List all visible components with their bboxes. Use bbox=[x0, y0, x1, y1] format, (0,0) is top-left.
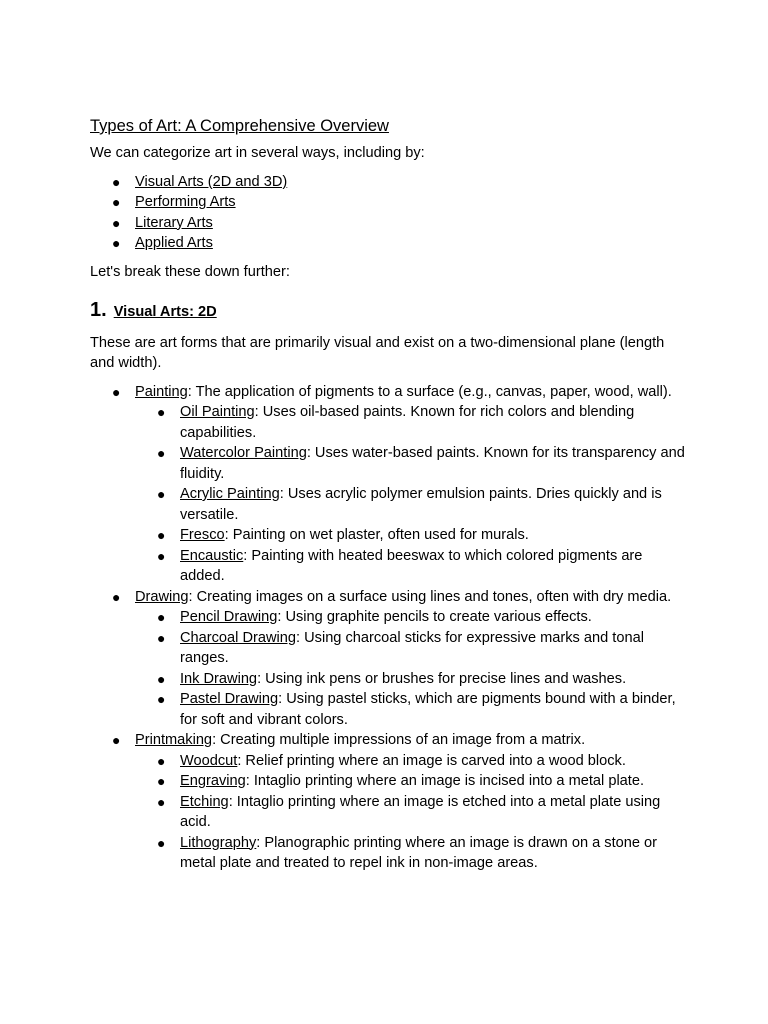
sub-list bbox=[135, 751, 690, 874]
term-link[interactable]: Engraving bbox=[180, 773, 246, 789]
section-number: 1. bbox=[90, 299, 107, 321]
bullet-icon: ● bbox=[112, 588, 121, 605]
term-description: : Painting with heated beeswax to which colored pigments are added. bbox=[180, 547, 643, 584]
bullet-icon: ● bbox=[157, 609, 166, 625]
list-item bbox=[90, 730, 690, 874]
list-item bbox=[90, 587, 690, 731]
list-item bbox=[90, 484, 690, 525]
bullet-icon: ● bbox=[112, 383, 121, 400]
list-item bbox=[90, 402, 690, 443]
list-item bbox=[90, 192, 690, 213]
list-item bbox=[90, 213, 690, 234]
section-title[interactable]: Visual Arts: 2D bbox=[113, 304, 217, 320]
bullet-icon: ● bbox=[157, 752, 166, 769]
list-item bbox=[90, 233, 690, 254]
list-item bbox=[90, 607, 690, 628]
bullet-icon: ● bbox=[157, 670, 166, 687]
list-item bbox=[90, 443, 690, 484]
term-link[interactable]: Ink Drawing bbox=[180, 670, 258, 687]
list-item bbox=[90, 525, 690, 546]
term-description: : Creating multiple impressions of an image from a matrix. bbox=[212, 732, 586, 748]
term-link[interactable]: Encaustic bbox=[180, 547, 244, 564]
sub-list bbox=[135, 607, 690, 730]
bullet-icon: ● bbox=[112, 173, 121, 190]
category-link[interactable]: Visual Arts (2D and 3D) bbox=[135, 173, 288, 190]
term-link[interactable]: Charcoal Drawing bbox=[180, 629, 296, 646]
term-description: : Using pastel sticks, which are pigments bound with a binder, for soft and vibrant colors. bbox=[180, 691, 676, 728]
document-page bbox=[90, 115, 690, 874]
term-link[interactable]: Woodcut bbox=[180, 752, 238, 769]
term-link[interactable]: Painting bbox=[135, 383, 188, 400]
bullet-icon: ● bbox=[157, 527, 166, 543]
term-link[interactable]: Drawing bbox=[135, 588, 189, 605]
list-item bbox=[90, 546, 690, 587]
term-description: : Uses oil-based paints. Known for rich colors and blending capabilities. bbox=[180, 404, 635, 441]
term-link[interactable]: Lithography bbox=[180, 834, 257, 851]
bullet-icon: ● bbox=[157, 773, 166, 789]
term-description: : Relief printing where an image is carved into a wood block. bbox=[237, 752, 626, 769]
term-description: : The application of pigments to a surface (e.g., canvas, paper, wood, wall). bbox=[187, 383, 672, 400]
term-link[interactable]: Pastel Drawing bbox=[180, 691, 279, 707]
section-heading bbox=[90, 300, 690, 323]
breakdown-text: Let's break these down further: bbox=[90, 263, 290, 280]
category-link[interactable]: Applied Arts bbox=[135, 235, 213, 251]
section-description: These are art forms that are primarily visual and exist on a two-dimensional plane (length and width). bbox=[90, 334, 665, 371]
term-link[interactable]: Pencil Drawing bbox=[180, 609, 278, 625]
bullet-icon: ● bbox=[112, 235, 121, 251]
list-item bbox=[90, 628, 690, 669]
category-link[interactable]: Performing Arts bbox=[135, 194, 236, 210]
category-list bbox=[90, 172, 690, 254]
term-description: : Using ink pens or brushes for precise lines and washes. bbox=[257, 670, 627, 687]
bullet-icon: ● bbox=[112, 732, 121, 748]
bullet-icon: ● bbox=[157, 793, 166, 810]
bullet-icon: ● bbox=[157, 629, 166, 646]
term-description: : Uses acrylic polymer emulsion paints. Dries quickly and is versatile. bbox=[180, 486, 662, 523]
bullet-icon: ● bbox=[157, 547, 166, 564]
term-description: : Uses water-based paints. Known for its transparency and fluidity. bbox=[180, 445, 685, 482]
intro-text: We can categorize art in several ways, including by: bbox=[90, 145, 425, 161]
bullet-icon: ● bbox=[157, 691, 166, 707]
list-item bbox=[90, 669, 690, 690]
term-link[interactable]: Oil Painting bbox=[180, 404, 255, 420]
term-link[interactable]: Fresco bbox=[180, 527, 225, 543]
bullet-icon: ● bbox=[157, 445, 166, 461]
term-link[interactable]: Acrylic Painting bbox=[180, 486, 280, 502]
term-description: : Painting on wet plaster, often used for murals. bbox=[224, 527, 529, 543]
art-form-list bbox=[90, 382, 690, 874]
list-item bbox=[90, 833, 690, 874]
term-description: : Intaglio printing where an image is etched into a metal plate using acid. bbox=[180, 793, 661, 830]
category-link[interactable]: Literary Arts bbox=[135, 214, 213, 231]
bullet-icon: ● bbox=[157, 834, 166, 851]
list-item bbox=[90, 771, 690, 792]
list-item bbox=[90, 172, 690, 193]
list-item bbox=[90, 689, 690, 730]
document-title: Types of Art: A Comprehensive Overview bbox=[90, 117, 389, 135]
sub-list bbox=[135, 402, 690, 587]
term-link[interactable]: Etching bbox=[180, 793, 229, 810]
term-link[interactable]: Watercolor Painting bbox=[180, 445, 307, 461]
list-item bbox=[90, 751, 690, 772]
list-item bbox=[90, 382, 690, 587]
term-description: : Intaglio printing where an image is incised into a metal plate. bbox=[245, 773, 645, 789]
term-link[interactable]: Printmaking bbox=[135, 732, 213, 748]
term-description: : Creating images on a surface using lines and tones, often with dry media. bbox=[188, 588, 672, 605]
term-description: : Planographic printing where an image is drawn on a stone or metal plate and treated to repel ink in non-image areas. bbox=[180, 834, 658, 871]
bullet-icon: ● bbox=[112, 194, 121, 210]
list-item bbox=[90, 792, 690, 833]
bullet-icon: ● bbox=[112, 214, 121, 231]
term-description: : Using graphite pencils to create various effects. bbox=[277, 609, 592, 625]
bullet-icon: ● bbox=[157, 404, 166, 420]
term-description: : Using charcoal sticks for expressive marks and tonal ranges. bbox=[180, 629, 644, 666]
bullet-icon: ● bbox=[157, 486, 166, 502]
